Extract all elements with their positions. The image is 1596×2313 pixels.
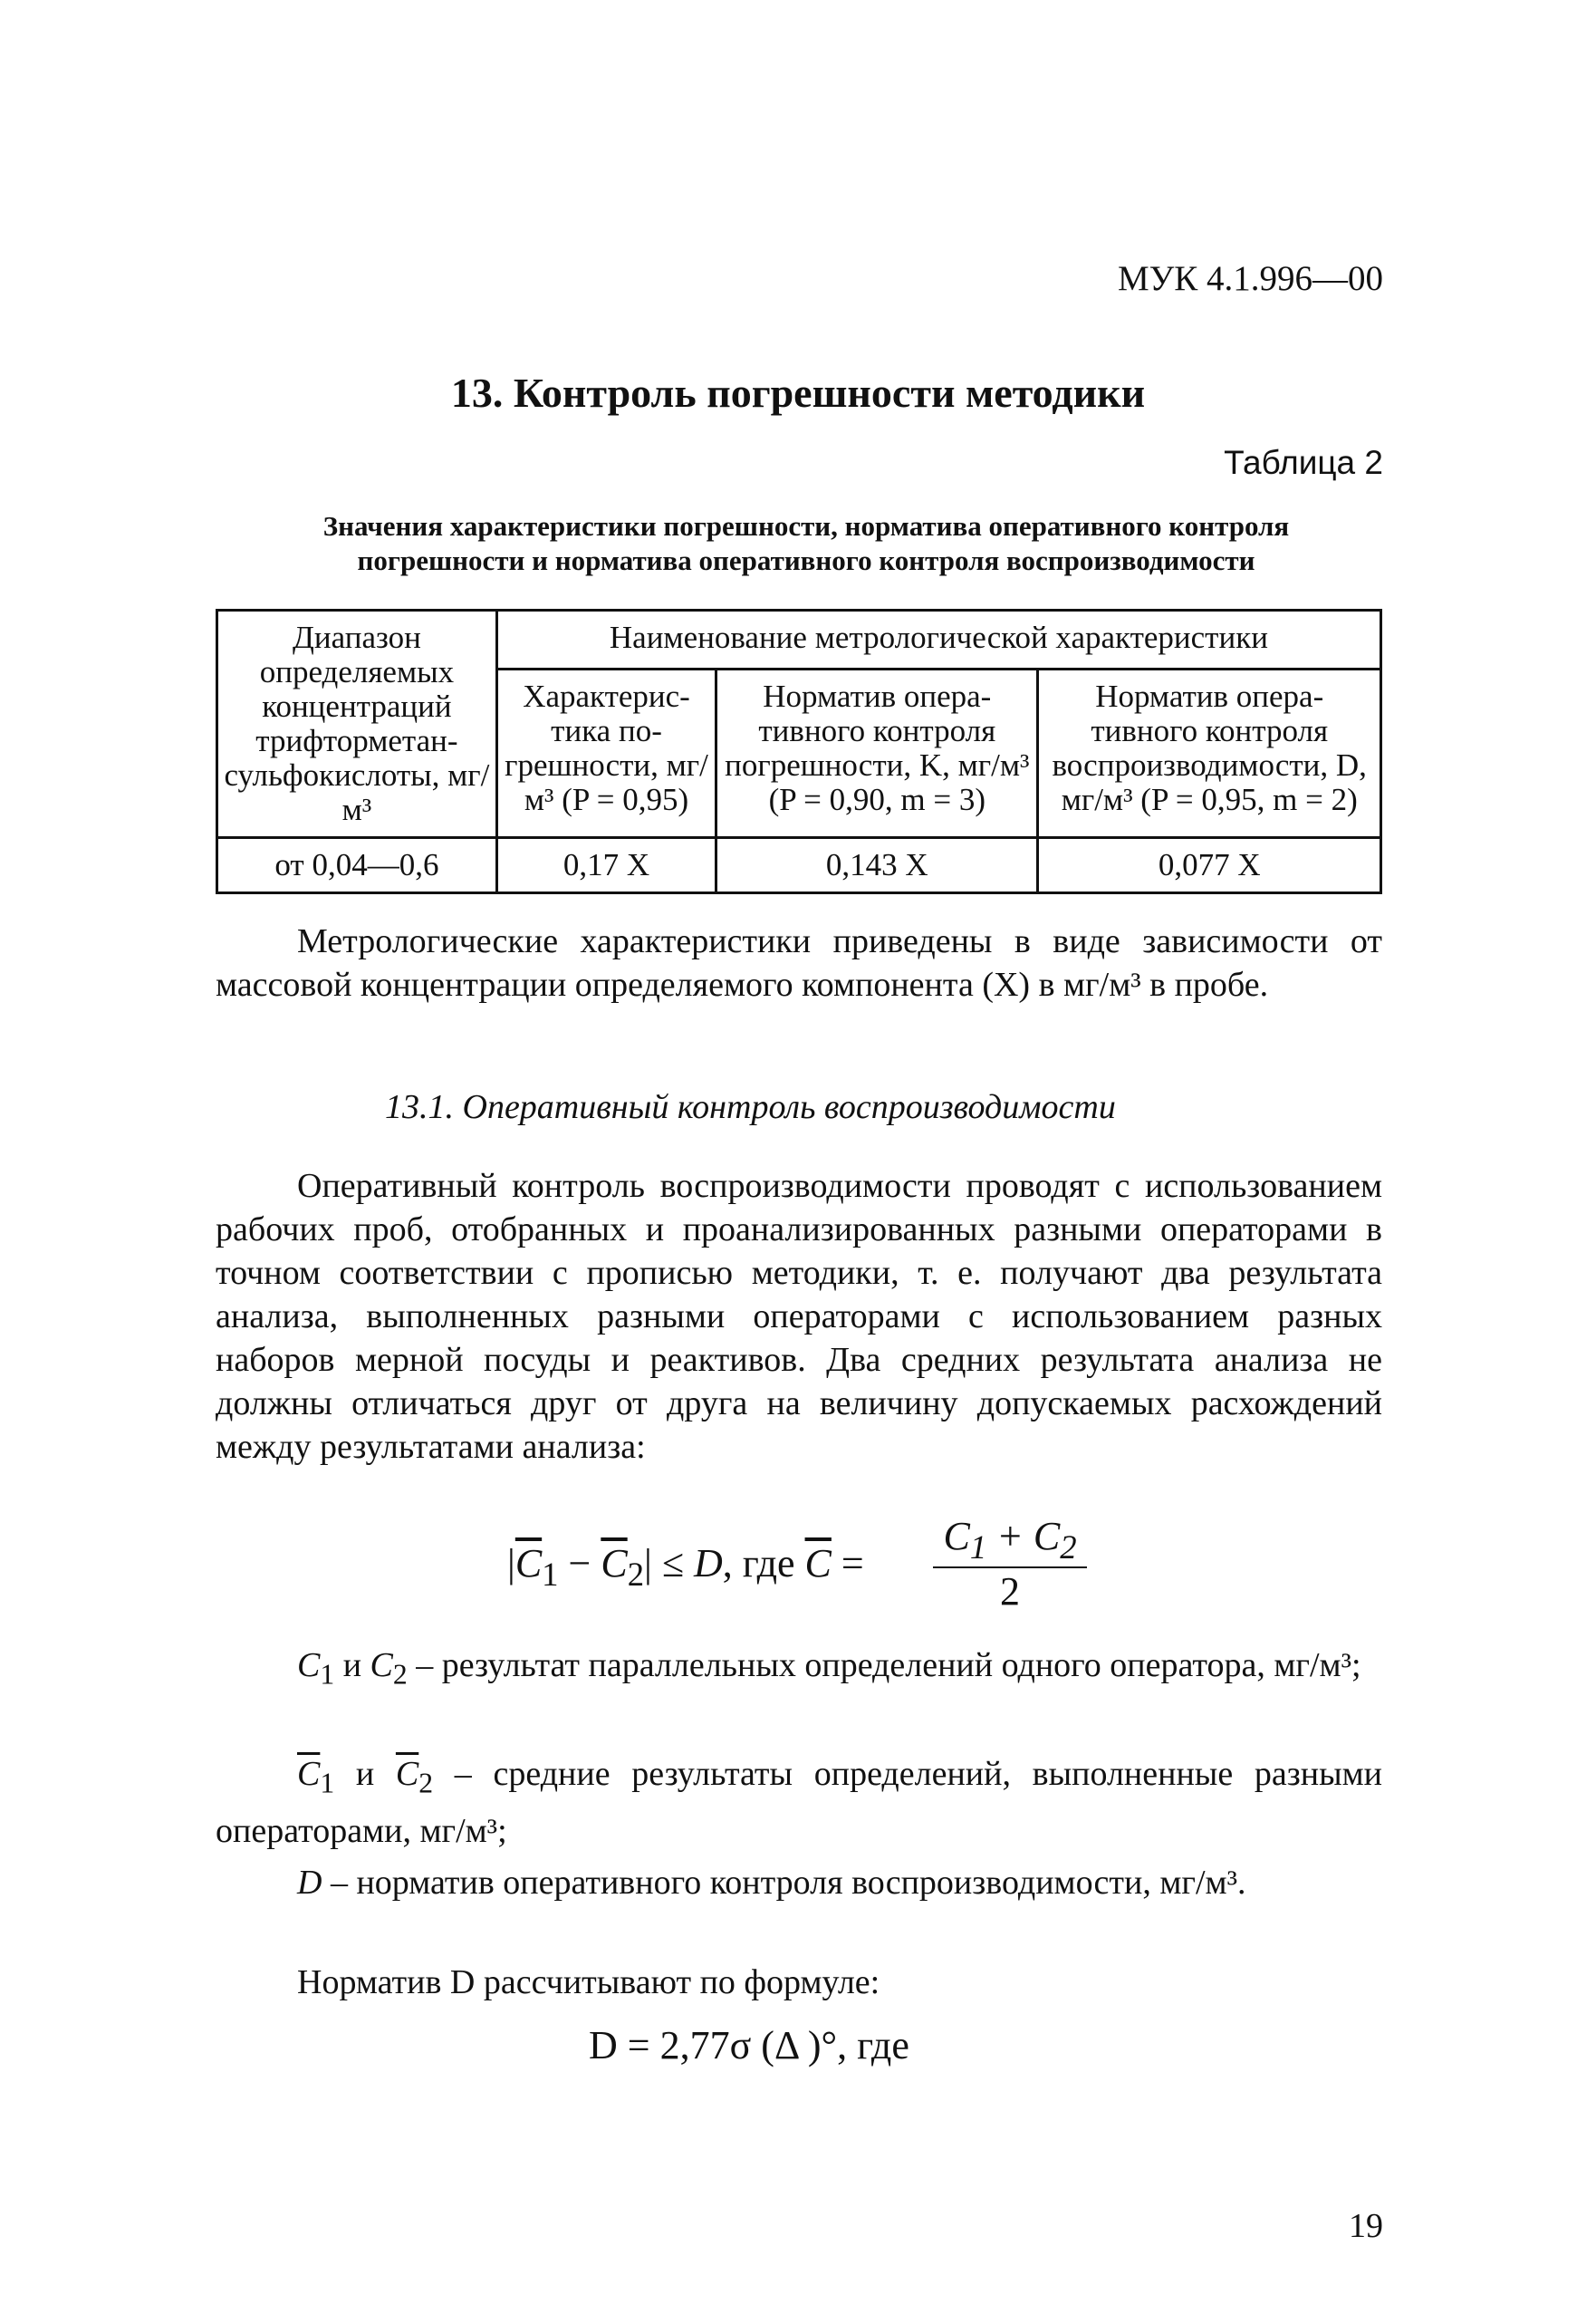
paragraph-reproducibility: Оперативный контроль воспроизводимости проводят с использованием рабочих проб, отобранных и проанализированных разными операторами в точном соответствии с прописью методики, т. е. получают два результата анализа, выполненных разными операторами с использованием разных наборов мерной посуды и реактивов. Два средних результата анализа не должны отличаться друг от друга на величину допускаемых расхождений между результатами анализа: xyxy=(216,1167,1382,1466)
header-error-characteristic: Характерис-тика по-грешности, мг/м³ (P = 0,95) xyxy=(496,669,716,837)
formula-abs-diff: $|\overline{C}_1 - \overline{C}_2| \le D$, где $\overline{C}$ = xyxy=(507,1541,864,1593)
formula-d-calculation: D = 2,77σ (Δ )°, где xyxy=(589,2023,909,2067)
header-reproducibility-norm: Норматив опера-тивного контроля воспроизводимости, D, мг/м³ (P = 0,95, m = 2) xyxy=(1038,669,1381,837)
document-code: МУК 4.1.996—00 xyxy=(1117,259,1383,298)
definition-d: D – норматив оперативного контроля воспроизводимости, мг/м³. xyxy=(297,1864,1246,1902)
table-caption-line-1: Значения характеристики погрешности, норматива оперативного контроля xyxy=(322,510,1290,542)
subsection-title: 13.1. Оперативный контроль воспроизводимости xyxy=(385,1088,1116,1126)
definition-c1-c2: $C_1$ и $C_2$ – результат параллельных определений одного оператора, мг/м³; xyxy=(297,1646,1361,1691)
header-concentration-range: Диапазон определяемых концентраций трифторметан-сульфокислоты, мг/м³ xyxy=(217,611,497,838)
formula-where: , где xyxy=(722,1541,795,1585)
metrology-table xyxy=(216,609,1382,894)
cell-range: от 0,04—0,6 xyxy=(217,838,497,893)
cell-d: 0,077 X xyxy=(1038,838,1381,893)
page-number: 19 xyxy=(1349,2207,1383,2245)
section-title: 13. Контроль погрешности методики xyxy=(450,370,1146,416)
definition-c1-c2-mean: $\overline{C}_1$ и $\overline{C}_2$ – средние результаты определений, выполненные разными операторами, мг/м³; xyxy=(216,1755,1383,1850)
cell-error: 0,17 X xyxy=(496,838,716,893)
header-metrology-group: Наименование метрологической характеристики xyxy=(496,611,1380,670)
table-caption xyxy=(231,509,1381,578)
table-caption-line-2: погрешности и норматива оперативного контроля воспроизводимости xyxy=(357,545,1255,576)
table-row xyxy=(217,838,1381,893)
table-label: Таблица 2 xyxy=(1224,444,1383,481)
header-error-control-norm: Норматив опера-тивного контроля погрешности, K, мг/м³ (P = 0,90, m = 3) xyxy=(716,669,1038,837)
formula-fraction: $\frac{C_1 + C_2}{2}$ xyxy=(933,1513,1087,1614)
paragraph-metrology: Метрологические характеристики приведены в виде зависимости от массовой концентрации определяемого компонента (X) в мг/м³ в пробе. xyxy=(216,922,1382,1004)
cell-k: 0,143 X xyxy=(716,838,1038,893)
paragraph-norm-formula: Норматив D рассчитывают по формуле: xyxy=(297,1963,880,2001)
